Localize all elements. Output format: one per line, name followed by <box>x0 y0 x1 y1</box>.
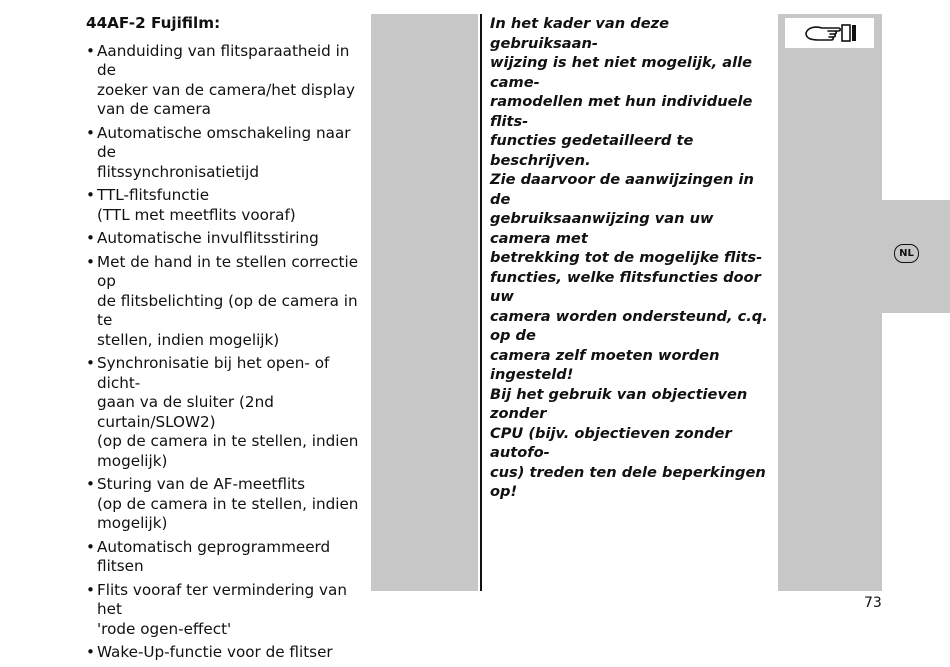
section-title: 44AF-2 Fujifilm: <box>86 14 221 32</box>
list-item: • Automatische omschakeling naar de flitssynchronisatietijd <box>86 124 368 183</box>
language-badge: NL <box>894 244 919 263</box>
list-item: • Flits vooraf ter vermindering van het 'rode ogen-effect' <box>86 581 368 640</box>
gray-margin-band-right <box>778 14 882 591</box>
page-number: 73 <box>864 595 882 611</box>
feature-list <box>86 42 368 663</box>
list-item: • TTL-flitsfunctie (TTL met meetflits vooraf) <box>86 186 368 225</box>
column-divider <box>480 14 482 591</box>
list-item: • Wake-Up-functie voor de flitser <box>86 643 368 663</box>
list-item: • Sturing van de AF-meetflits (op de camera in te stellen, indien mogelijk) <box>86 475 368 534</box>
list-item: • Synchronisatie bij het open- of dicht- gaan va de sluiter (2nd curtain/SLOW2) (op de camera in te stellen, indien mogelijk) <box>86 354 368 471</box>
list-item: • Aanduiding van flitsparaatheid in de zoeker van de camera/het display van de camera <box>86 42 368 120</box>
list-item: • Met de hand in te stellen correctie op de flitsbelichting (op de camera in te stellen, indien mogelijk) <box>86 253 368 351</box>
left-column <box>86 14 368 667</box>
list-item: • Automatisch geprogrammeerd flitsen <box>86 538 368 577</box>
gray-margin-band-left <box>371 14 478 591</box>
pointing-hand-note-icon <box>798 21 862 45</box>
note-text: In het kader van deze gebruiksaan- wijzing is het niet mogelijk, alle came- ramodellen met hun individuele flits- functies gedetailleerd te beschrijven. Zie daarvoor de aanwijzingen in de gebruiksaanwijzing van uw camera met betrekking tot de mogelijke flits- functies, welke flitsfuncties door uw camera worden ondersteund, c.q. op de camera zelf moeten worden ingesteld! Bij het gebruik van objectieven zonder CPU (bijv. objectieven zonder autofo- cus) treden ten dele beperkingen op! <box>490 15 768 500</box>
margin-icon-box <box>785 18 874 48</box>
language-tab <box>882 200 950 313</box>
list-item: • Automatische invulflitsstiring <box>86 229 368 249</box>
